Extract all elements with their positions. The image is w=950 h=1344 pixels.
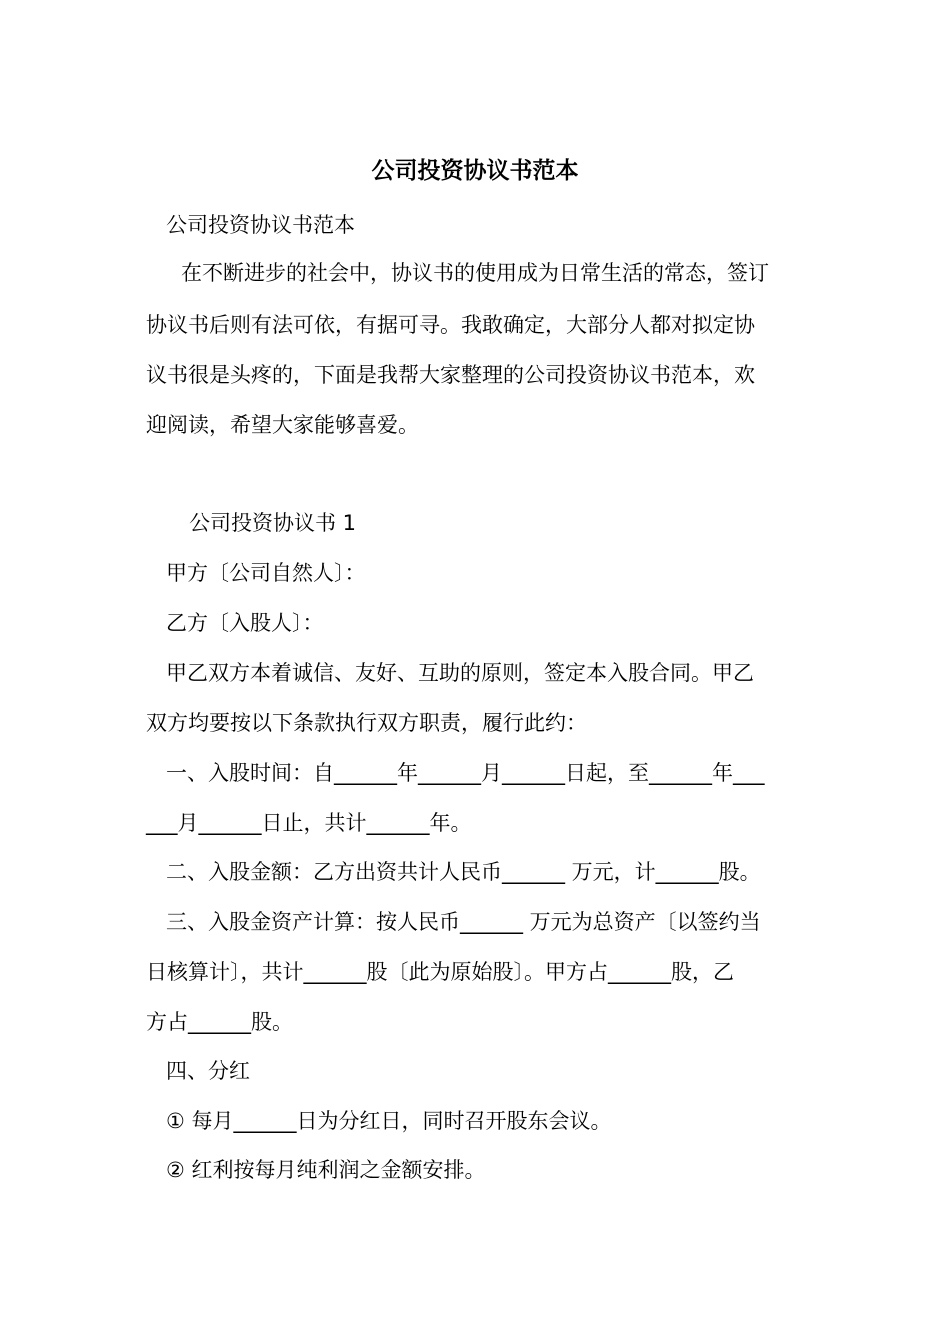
clause-4-heading: 四、分红 (166, 1059, 250, 1083)
party-b-line: 乙方〔入股人〕： (166, 611, 324, 635)
intro-line-1: 在不断进步的社会中，协议书的使用成为日常生活的常态，签订 (181, 261, 769, 285)
clause-1-line-2: ___月______日止，共计______年。 (146, 811, 472, 835)
section-heading: 公司投资协议书 1 (189, 511, 357, 535)
intro-line-3: 议书很是头疼的，下面是我帮大家整理的公司投资协议书范本，欢 (146, 363, 755, 387)
clause-2-line: 二、入股金额：乙方出资共计人民币______ 万元，计______股。 (166, 860, 761, 884)
preamble-line-2: 双方均要按以下条款执行双方职责，履行此约： (146, 711, 587, 735)
party-a-line: 甲方〔公司自然人〕： (166, 561, 366, 585)
clause-4-item-2: ② 红利按每月纯利润之金额安排。 (166, 1158, 486, 1182)
preamble-line-1: 甲乙双方本着诚信、友好、互助的原则，签定本入股合同。甲乙 (166, 661, 754, 685)
intro-line-4: 迎阅读，希望大家能够喜爱。 (146, 413, 419, 437)
clause-4-item-1: ① 每月______日为分红日，同时召开股东会议。 (166, 1109, 612, 1133)
clause-1-line-1: 一、入股时间：自______年______月______日起，至______年___ (166, 761, 765, 785)
clause-3-line-3: 方占______股。 (146, 1010, 293, 1034)
document-title: 公司投资协议书范本 (371, 158, 579, 184)
clause-3-line-2: 日核算计〕，共计______股〔此为原始股〕。甲方占______股，乙 (146, 960, 734, 984)
document-subtitle: 公司投资协议书范本 (166, 213, 355, 237)
clause-3-line-1: 三、入股金资产计算：按人民币______ 万元为总资产〔以签约当 (166, 910, 761, 934)
intro-line-2: 协议书后则有法可依，有据可寻。我敢确定，大部分人都对拟定协 (146, 313, 755, 337)
